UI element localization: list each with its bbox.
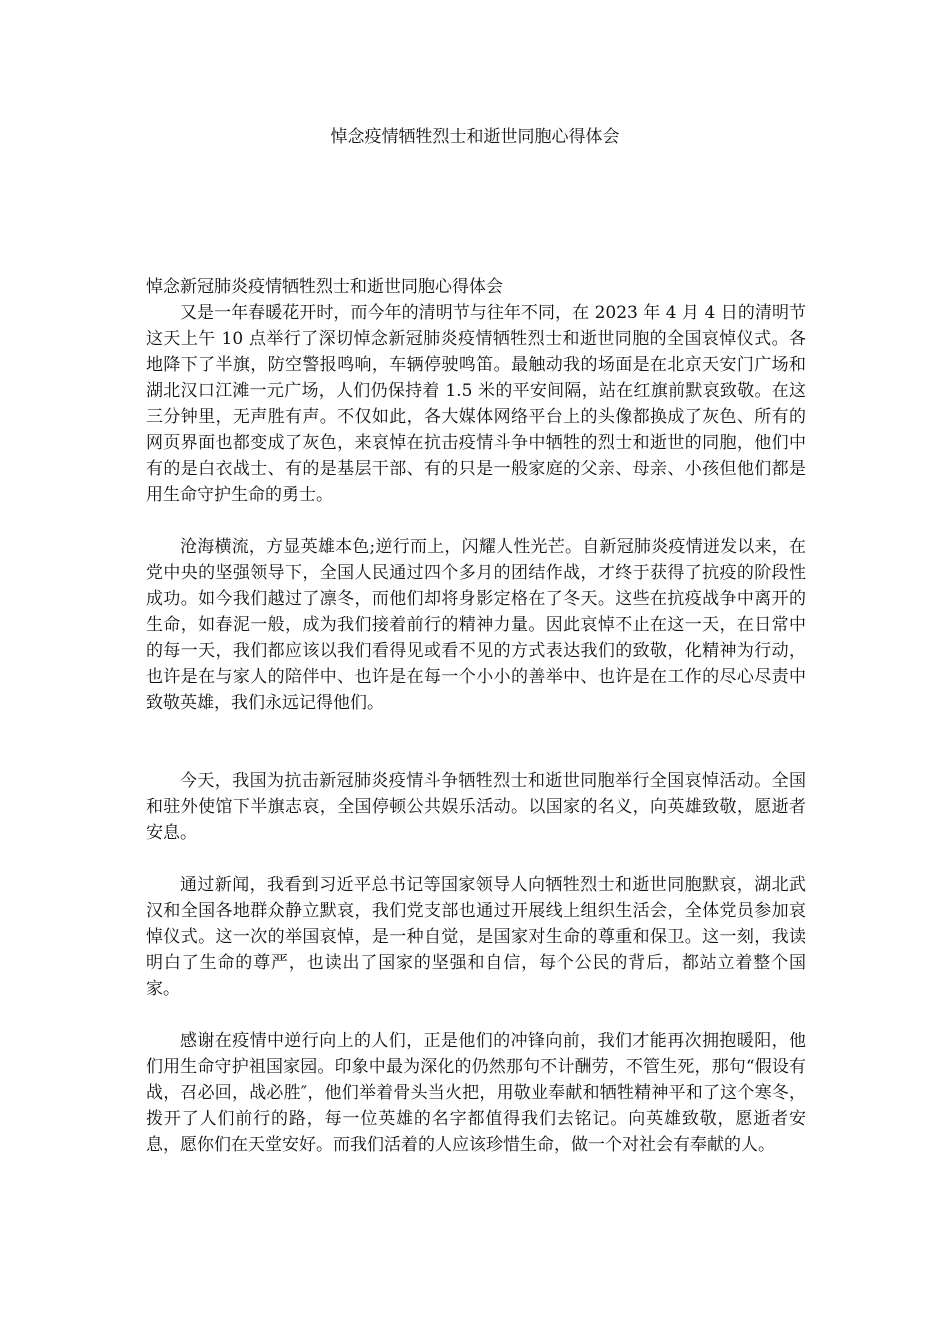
paragraph: 感谢在疫情中逆行向上的人们，正是他们的冲锋向前，我们才能再次拥抱暖阳，他们用生命守护祖国家园。印象中最为深化的仍然那句不计酬劳，不管生死，那句“假设有战，召必回，战必胜″，他们举着骨头当火把，用敬业奉献和牺牲精神平和了这个寒冬，拨开了人们前行的路，每一位英雄的名字都值得我们去铭记。向英雄致敬，愿逝者安息，愿你们在天堂安好。而我们活着的人应该珍惜生命，做一个对社会有奉献的人。 [146,1031,806,1155]
paragraph-spacer [146,716,806,768]
paragraph-spacer [146,508,806,534]
paragraph-spacer [146,846,806,872]
paragraph: 又是一年春暖花开时，而今年的清明节与往年不同，在 2023 年 4 月 4 日的清明节这天上午 10 点举行了深切悼念新冠肺炎疫情牺牲烈士和逝世同胞的全国哀悼仪式。各地降下了半旗，防空警报鸣响，车辆停驶鸣笛。最触动我的场面是在北京天安门广场和湖北汉口江滩一元广场，人们仍保持着 1.5 米的平安间隔，站在红旗前默哀致敬。在这三分钟里，无声胜有声。不仅如此，各大媒体网络平台上的头像都换成了灰色、所有的网页界面也都变成了灰色，来哀悼在抗击疫情斗争中牺牲的烈士和逝世的同胞，他们中有的是白衣战士、有的是基层干部、有的只是一般家庭的父亲、母亲、小孩但他们都是用生命守护生命的勇士。 [146,303,806,505]
paragraph: 今天，我国为抗击新冠肺炎疫情斗争牺牲烈士和逝世同胞举行全国哀悼活动。全国和驻外使馆下半旗志哀，全国停顿公共娱乐活动。以国家的名义，向英雄致敬，愿逝者安息。 [146,771,806,843]
document-subtitle: 悼念新冠肺炎疫情牺牲烈士和逝世同胞心得体会 [146,277,503,297]
paragraph: 通过新闻，我看到习近平总书记等国家领导人向牺牲烈士和逝世同胞默哀，湖北武汉和全国各地群众静立默哀，我们党支部也通过开展线上组织生活会，全体党员参加哀悼仪式。这一次的举国哀悼，是一种自觉，是国家对生命的尊重和保卫。这一刻，我读明白了生命的尊严，也读出了国家的坚强和自信，每个公民的背后，都站立着整个国家。 [146,875,806,999]
paragraph: 沧海横流，方显英雄本色;逆行而上，闪耀人性光芒。自新冠肺炎疫情迸发以来，在党中央的坚强领导下，全国人民通过四个多月的团结作战，才终于获得了抗疫的阶段性成功。如今我们越过了凛冬，而他们却将身影定格在了冬天。这些在抗疫战争中离开的生命，如春泥一般，成为我们接着前行的精神力量。因此哀悼不止在这一天，在日常中的每一天，我们都应该以我们看得见或看不见的方式表达我们的致敬，化精神为行动，也许是在与家人的陪伴中、也许是在每一个小小的善举中、也许是在工作的尽心尽责中致敬英雄，我们永远记得他们。 [146,537,806,713]
paragraph-spacer [146,1002,806,1028]
document-body [146,274,806,1158]
document-title: 悼念疫情牺牲烈士和逝世同胞心得体会 [330,127,620,147]
